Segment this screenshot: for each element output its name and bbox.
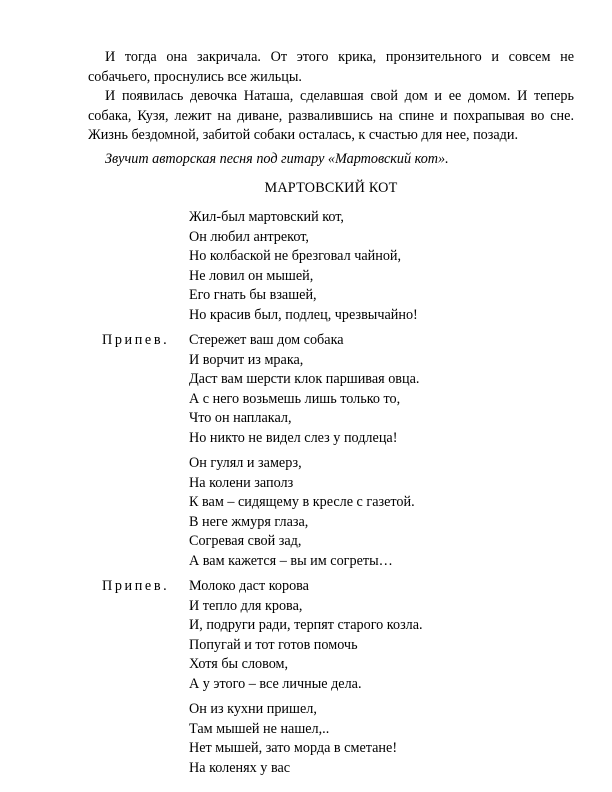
- stanza: [88, 331, 574, 448]
- lyric-line: Но никто не видел слез у подлеца!: [189, 429, 398, 446]
- lyric-line: Его гнать бы взашей,: [189, 287, 317, 303]
- lyric-line: Но красив был, подлец, чрезвычайно!: [189, 306, 418, 323]
- lyric-line: Даст вам шерсти клок паршивая овца.: [189, 371, 420, 387]
- song-lyrics: [88, 208, 574, 778]
- lyric-line: А с него возьмешь лишь только то,: [189, 390, 401, 407]
- lyric-line: И ворчит из мрака,: [189, 351, 304, 368]
- lyric-line: И тепло для крова,: [189, 597, 303, 614]
- lyric-line: А у этого – все личные дела.: [189, 675, 362, 692]
- lyric-line: К вам – сидящему в кресле с газетой.: [189, 494, 415, 510]
- stanza: [88, 577, 574, 694]
- lyric-line: Молоко даст корова: [189, 578, 309, 594]
- stage-direction: Звучит авторская песня под гитару «Мартовский кот».: [105, 150, 449, 167]
- chorus-label: Припев.: [102, 578, 170, 594]
- lyric-line: В неге жмуря глаза,: [189, 513, 309, 530]
- lyric-line: И, подруги ради, терпят старого козла.: [189, 617, 423, 633]
- lyric-line: Он из кухни пришел,: [189, 701, 317, 717]
- lyric-line: Попугай и тот готов помочь: [189, 636, 358, 653]
- chorus-label: Припев.: [102, 332, 170, 348]
- document-page: [88, 48, 574, 784]
- lyric-line: Не ловил он мышей,: [189, 267, 314, 284]
- lyric-line: Но колбаской не брезговал чайной,: [189, 248, 402, 264]
- lyric-line: Он любил антрекот,: [189, 228, 309, 245]
- stanza: [88, 700, 574, 778]
- lyric-line: Нет мышей, зато морда в сметане!: [189, 740, 398, 756]
- lyric-line: На коленях у вас: [189, 759, 291, 776]
- lyric-line: На колени заполз: [189, 474, 294, 491]
- intro-paragraph-2: И появилась девочка Наташа, сделавшая свой дом и ее домом. И теперь собака, Кузя, лежит на диване, развалившись на спине и похрапывая во сне. Жизнь бездомной, забитой собаки осталась, к счастью для нее, позади.: [88, 88, 574, 143]
- stanza: [88, 208, 574, 325]
- stanza: [88, 454, 574, 571]
- lyric-line: Там мышей не нашел,..: [189, 720, 330, 737]
- lyric-line: Хотя бы словом,: [189, 656, 289, 672]
- lyric-line: Что он наплакал,: [189, 410, 292, 426]
- lyric-line: Он гулял и замерз,: [189, 455, 302, 471]
- lyric-line: Согревая свой зад,: [189, 533, 302, 549]
- lyric-line: Жил-был мартовский кот,: [189, 209, 344, 225]
- lyric-line: Стережет ваш дом собака: [189, 332, 344, 348]
- lyric-line: А вам кажется – вы им согреты…: [189, 552, 393, 569]
- intro-paragraph-1: И тогда она закричала. От этого крика, пронзительного и совсем не собачьего, проснулись все жильцы.: [88, 49, 574, 85]
- song-title: МАРТОВСКИЙ КОТ: [264, 180, 398, 196]
